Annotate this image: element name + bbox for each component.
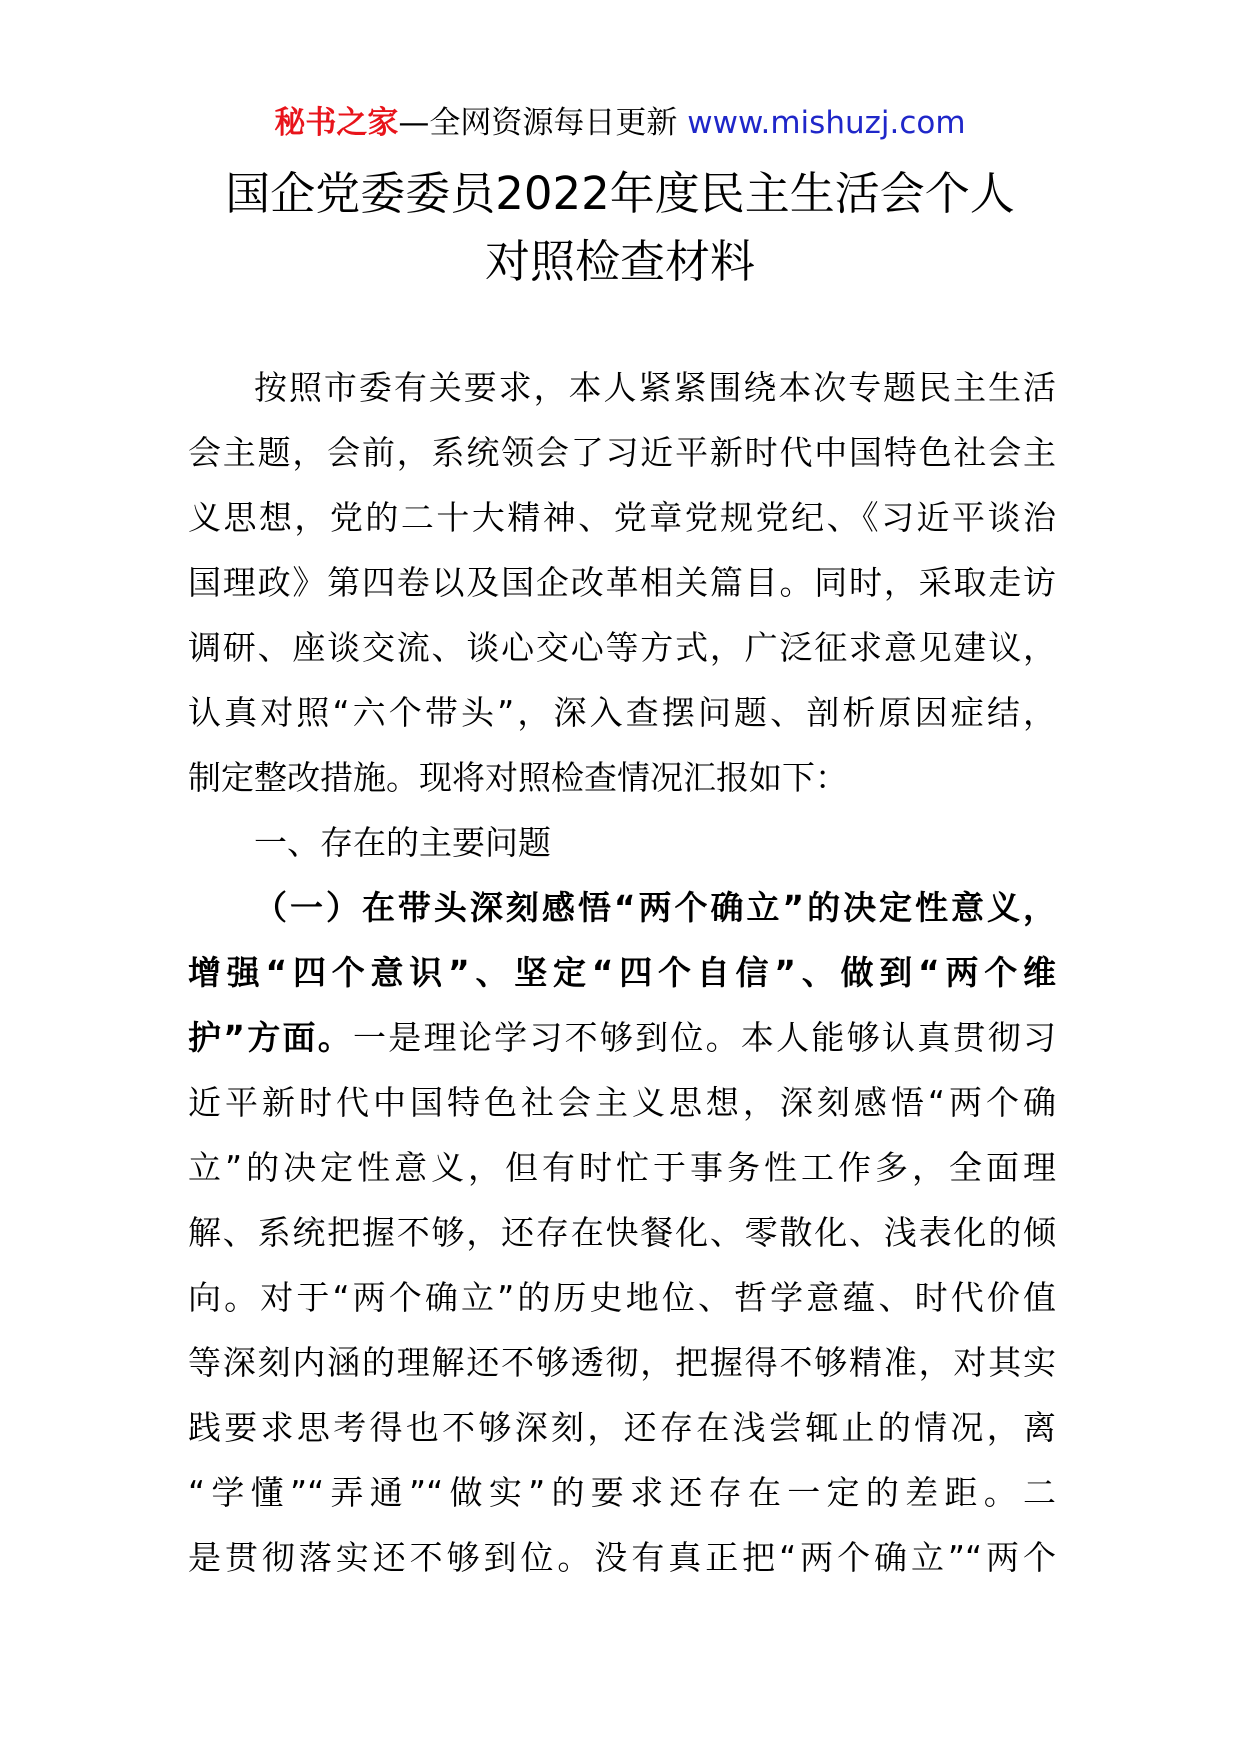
subsection-heading-line: （一）在带头深刻感悟“两个确立”的决定性意义， — [254, 888, 1056, 927]
title-line-1: 国企党委委员2022年度民主生活会个人 — [225, 167, 1015, 220]
paragraph-line: 义思想，党的二十大精神、党章党规党纪、《习近平谈治 — [188, 498, 1056, 537]
paragraph-line: 等深刻内涵的理解还不够透彻，把握得不够精准，对其实 — [188, 1343, 1056, 1382]
paragraph-line: 会主题，会前，系统领会了习近平新时代中国特色社会主 — [188, 433, 1056, 472]
title-line-2: 对照检查材料 — [484, 235, 755, 288]
document-title — [0, 160, 1240, 296]
paragraph-line: 制定整改措施。现将对照检查情况汇报如下： — [188, 758, 848, 797]
document-body — [188, 355, 1056, 1590]
paragraph-line: 近平新时代中国特色社会主义思想，深刻感悟“两个确 — [188, 1083, 1056, 1122]
paragraph-text: 一是理论学习不够到位。本人能够认真贯彻习 — [353, 1018, 1056, 1057]
paragraph-line: 解、系统把握不够，还存在快餐化、零散化、浅表化的倾 — [188, 1213, 1056, 1252]
subsection-heading-line: 增强“四个意识”、坚定“四个自信”、做到“两个维 — [188, 953, 1056, 992]
header-tagline: —全网资源每日更新 — [398, 105, 688, 141]
subsection-heading-end: 护”方面。 — [188, 1018, 354, 1057]
site-url[interactable]: www.mishuzj.com — [687, 105, 966, 141]
paragraph-line: 践要求思考得也不够深刻，还存在浅尝辄止的情况，离 — [188, 1408, 1056, 1447]
paragraph-line: 国理政》第四卷以及国企改革相关篇目。同时，采取走访 — [188, 563, 1056, 602]
paragraph-line: 是贯彻落实还不够到位。没有真正把“两个确立”“两个 — [188, 1538, 1056, 1577]
section-heading: 一、存在的主要问题 — [254, 823, 551, 862]
site-header — [0, 101, 1240, 145]
paragraph-line: 按照市委有关要求，本人紧紧围绕本次专题民主生活 — [254, 368, 1056, 407]
paragraph-line: 认真对照“六个带头”，深入查摆问题、剖析原因症结， — [188, 693, 1056, 732]
paragraph-line: 调研、座谈交流、谈心交心等方式，广泛征求意见建议， — [188, 628, 1056, 667]
paragraph-line: 立”的决定性意义，但有时忙于事务性工作多，全面理 — [188, 1148, 1056, 1187]
paragraph-line — [188, 1005, 1056, 1070]
brand-name: 秘书之家 — [274, 105, 399, 141]
paragraph-line: “学懂”“弄通”“做实”的要求还存在一定的差距。二 — [188, 1473, 1056, 1512]
paragraph-line: 向。对于“两个确立”的历史地位、哲学意蕴、时代价值 — [188, 1278, 1056, 1317]
